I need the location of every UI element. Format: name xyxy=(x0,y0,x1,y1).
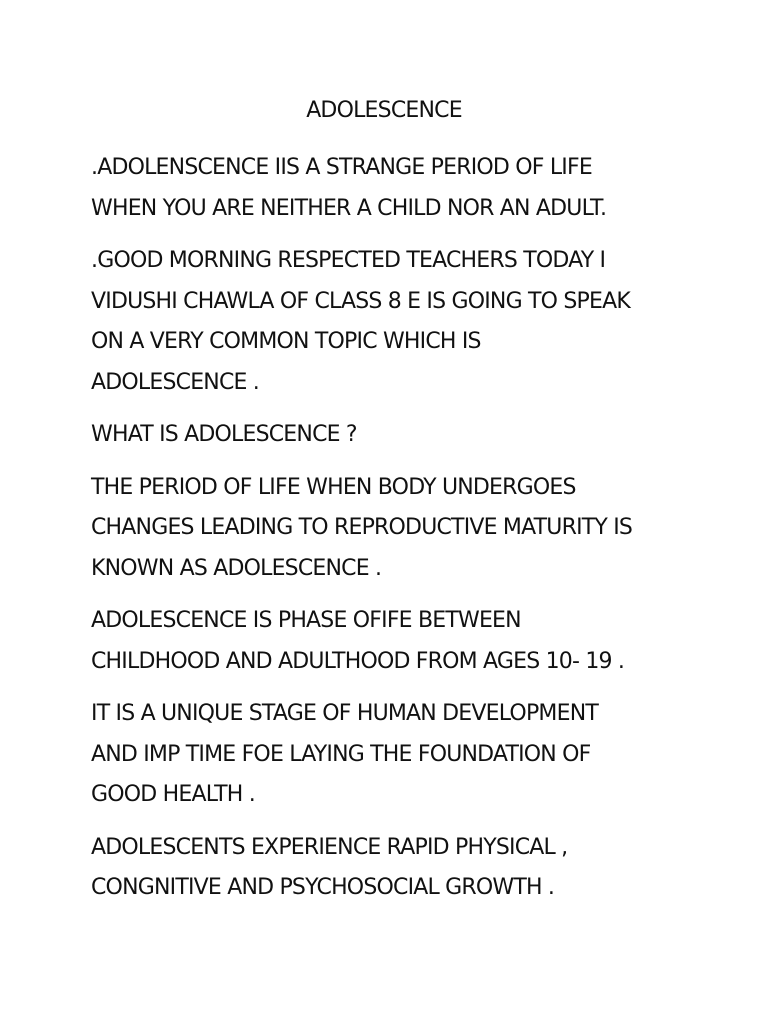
text-line: WHEN YOU ARE NEITHER A CHILD NOR AN ADULT. xyxy=(91,195,607,221)
text-line: .GOOD MORNING RESPECTED TEACHERS TODAY I xyxy=(91,248,606,273)
text-line: GOOD HEALTH . xyxy=(91,782,255,807)
text-line: CONGNITIVE AND PSYCHOSOCIAL GROWTH . xyxy=(91,875,555,900)
text-line: THE PERIOD OF LIFE WHEN BODY UNDERGOES xyxy=(91,474,576,500)
text-line: KNOWN AS ADOLESCENCE . xyxy=(91,555,382,581)
paragraph-period-of-life xyxy=(91,468,731,590)
paragraph-definition xyxy=(91,148,731,229)
text-line: VIDUSHI CHAWLA OF CLASS 8 E IS GOING TO SPEAK xyxy=(91,288,630,314)
text-line: ADOLESCENCE . xyxy=(91,369,259,395)
paragraph-question xyxy=(91,415,731,456)
text-line: IT IS A UNIQUE STAGE OF HUMAN DEVELOPMENT xyxy=(91,701,598,726)
text-line: ADOLESCENTS EXPERIENCE RAPID PHYSICAL , xyxy=(91,834,568,860)
document-title: ADOLESCENCE xyxy=(306,98,462,123)
paragraph-phase xyxy=(91,601,731,682)
text-line: ADOLESCENCE IS PHASE OFIFE BETWEEN xyxy=(91,608,521,633)
text-line: ON A VERY COMMON TOPIC WHICH IS xyxy=(91,329,481,354)
text-line: AND IMP TIME FOE LAYING THE FOUNDATION OF xyxy=(91,741,591,767)
text-line: CHILDHOOD AND ADULTHOOD FROM AGES 10- 19 . xyxy=(91,648,625,674)
text-line: CHANGES LEADING TO REPRODUCTIVE MATURITY IS xyxy=(91,515,633,540)
paragraph-unique-stage xyxy=(91,694,731,816)
text-line: .ADOLENSCENCE IIS A STRANGE PERIOD OF LIFE xyxy=(91,155,592,180)
paragraph-growth xyxy=(91,828,731,909)
document-body xyxy=(91,148,731,921)
text-line: WHAT IS ADOLESCENCE ? xyxy=(91,422,357,447)
paragraph-greeting xyxy=(91,241,731,403)
